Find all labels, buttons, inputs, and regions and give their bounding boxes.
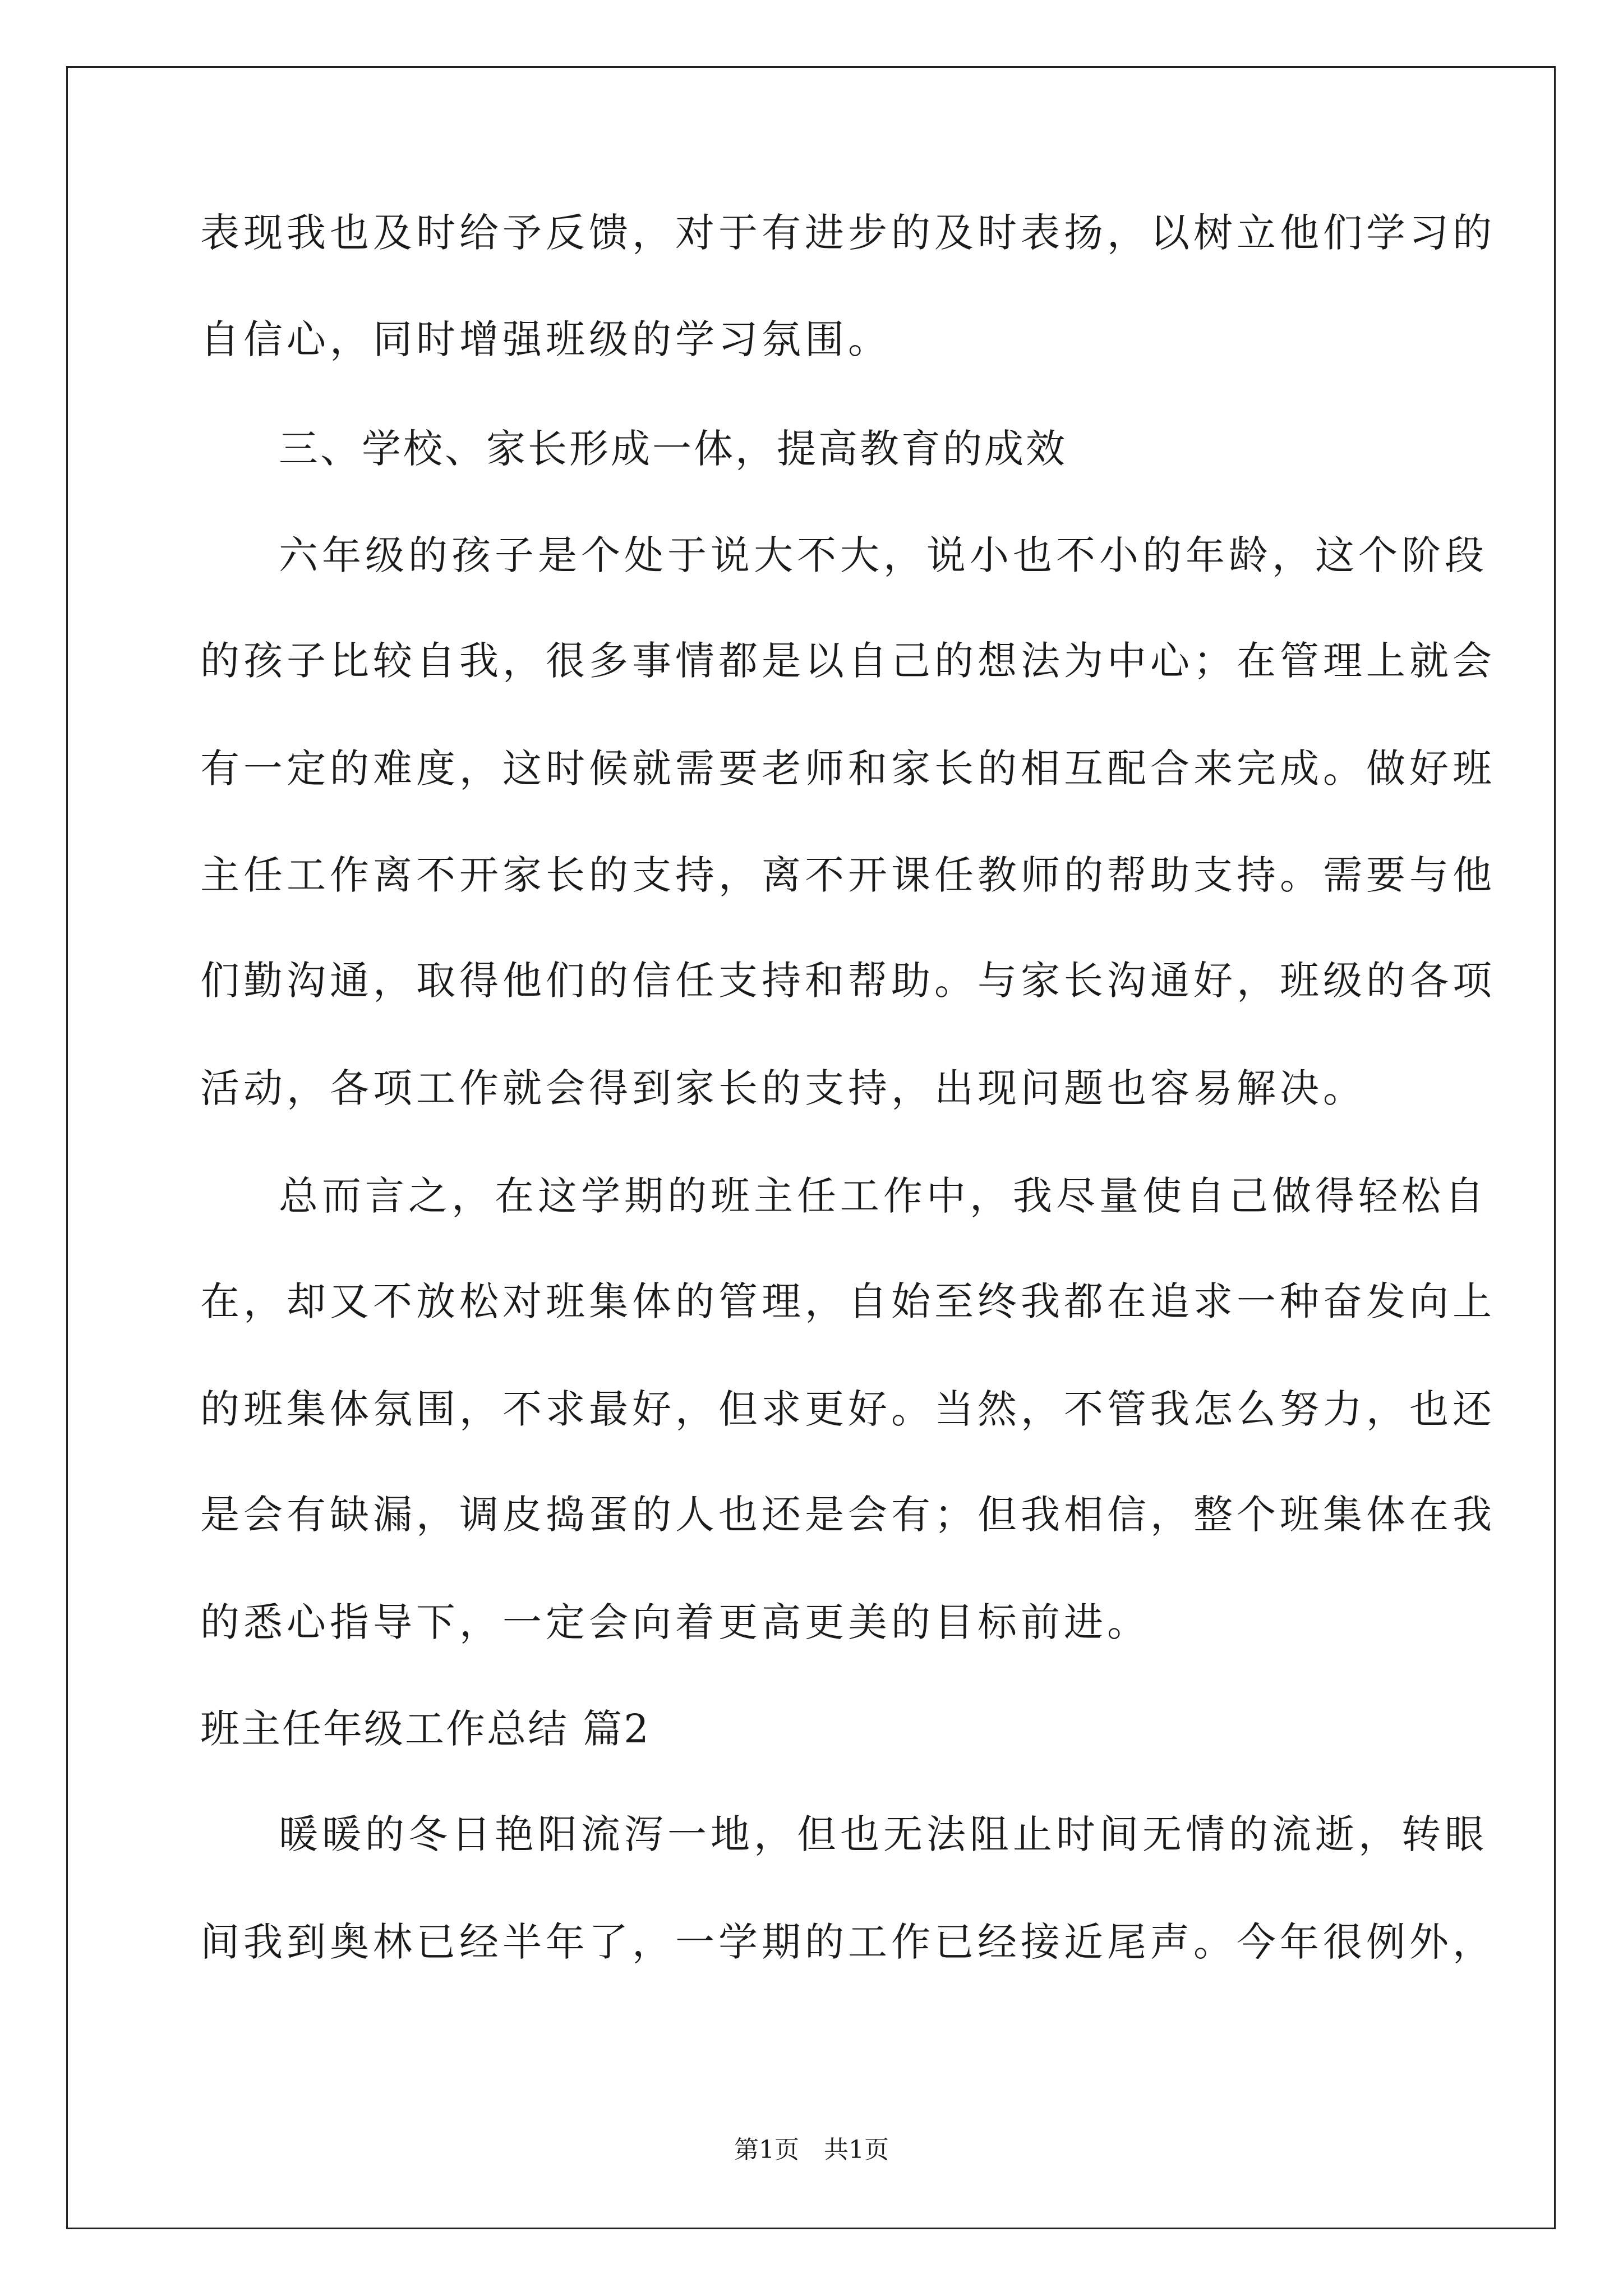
- paragraph-line: 的孩子比较自我，很多事情都是以自己的想法为中心；在管理上就会: [200, 638, 1496, 684]
- section-heading: 三、学校、家长形成一体，提高教育的成效: [279, 426, 1067, 472]
- paragraph-line: 总而言之，在这学期的班主任工作中，我尽量使自己做得轻松自: [279, 1173, 1488, 1219]
- paragraph-line: 自信心，同时增强班级的学习氛围。: [200, 316, 891, 362]
- paragraph-line: 是会有缺漏，调皮捣蛋的人也还是会有；但我相信，整个班集体在我: [200, 1492, 1496, 1538]
- paragraph-line: 间我到奥林已经半年了，一学期的工作已经接近尾声。今年很例外，: [200, 1919, 1496, 1965]
- paragraph-line: 活动，各项工作就会得到家长的支持，出现问题也容易解决。: [200, 1065, 1366, 1111]
- page-number: 第1页 共1页: [734, 2136, 889, 2164]
- paragraph-line: 的班集体氛围，不求最好，但求更好。当然，不管我怎么努力，也还: [200, 1386, 1496, 1432]
- paragraph-line: 主任工作离不开家长的支持，离不开课任教师的帮助支持。需要与他: [200, 852, 1496, 898]
- paragraph-line: 有一定的难度，这时候就需要老师和家长的相互配合来完成。做好班: [200, 746, 1496, 792]
- page-border: [66, 66, 1556, 2229]
- paragraph-line: 的悉心指导下，一定会向着更高更美的目标前进。: [200, 1599, 1150, 1645]
- paragraph-line: 六年级的孩子是个处于说大不大，说小也不小的年龄，这个阶段: [279, 532, 1488, 578]
- paragraph-line: 在，却又不放松对班集体的管理，自始至终我都在追求一种奋发向上: [200, 1278, 1496, 1324]
- paragraph-line: 暖暖的冬日艳阳流泻一地，但也无法阻止时间无情的流逝，转眼: [279, 1811, 1488, 1857]
- paragraph-line: 表现我也及时给予反馈，对于有进步的及时表扬，以树立他们学习的: [200, 210, 1496, 256]
- article-title: 班主任年级工作总结 篇2: [200, 1706, 651, 1752]
- paragraph-line: 们勤沟通，取得他们的信任支持和帮助。与家长沟通好，班级的各项: [200, 958, 1496, 1004]
